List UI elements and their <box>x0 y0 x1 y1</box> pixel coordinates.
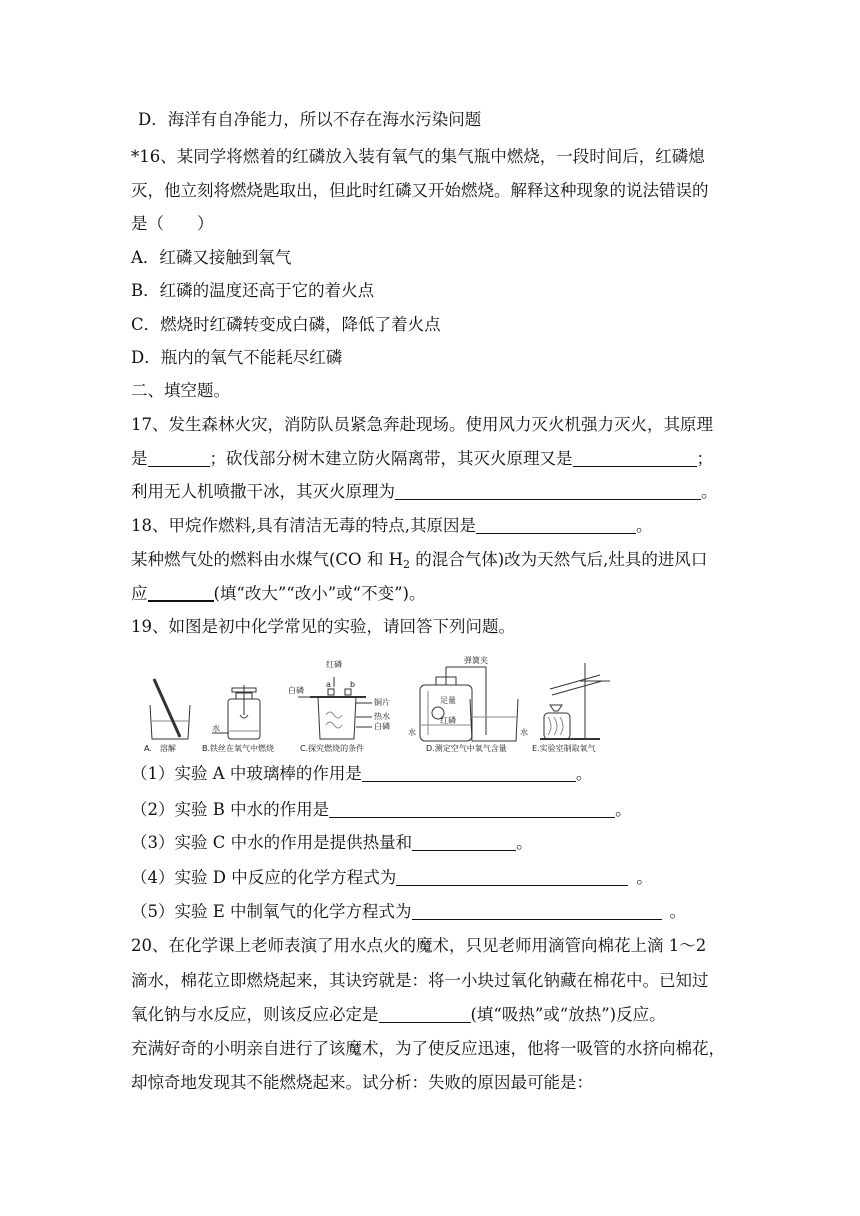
q20-blank-1[interactable] <box>379 1006 471 1023</box>
q19-blank-4[interactable] <box>396 869 628 886</box>
q18-stem-line2 <box>131 550 707 575</box>
q16-stem-line2: 灭，他立刻将燃烧匙取出，但此时红磷又开始燃烧。解释这种现象的说法错误的 <box>131 181 709 200</box>
q17-stem-line1: 17、发生森林火灾，消防队员紧急奔赴现场。使用风力灭火机强力灭火，其原理 <box>131 415 713 434</box>
experiment-d-apparatus <box>420 667 518 741</box>
label-shui-d-left: 水 <box>408 728 416 737</box>
q19-stem: 19、如图是初中化学常见的实验，请回答下列问题。 <box>131 617 515 636</box>
q17-stem-line3 <box>131 482 718 502</box>
experiment-e-apparatus <box>540 663 610 739</box>
q16-option-c: C．燃烧时红磷转变成白磷，降低了着火点 <box>131 315 441 334</box>
q20-stem-line4: 充满好奇的小明亲自进行了该魔术，为了使反应迅速，他将一吸管的水挤向棉花， <box>131 1039 725 1058</box>
label-shui-d-right: 水 <box>520 728 528 737</box>
q19-blank-1[interactable] <box>362 765 576 782</box>
label-b: b <box>350 680 356 689</box>
q19-sub-text: （2）实验 B 中水的作用是 <box>131 800 330 819</box>
q19-blank-2[interactable] <box>329 801 615 818</box>
label-bailing: 白磷 <box>374 722 390 731</box>
q17-blank-1[interactable] <box>148 450 210 467</box>
q20-text: (填“吸热”或“放热”)反应。 <box>470 1005 666 1024</box>
q18-text: 的混合气体)改为天然气后,灶具的进风口 <box>409 550 708 569</box>
q18-blank-2[interactable] <box>148 584 214 602</box>
q17-text: ； <box>696 449 713 468</box>
q19-sub-end: 。 <box>575 764 593 783</box>
q18-text: (填“改大”“改小”或“不变”)。 <box>213 584 426 603</box>
q16-option-a: A．红磷又接触到氧气 <box>131 248 292 267</box>
q19-sub-end: 。 <box>615 800 632 819</box>
label-zuliang: 足量 <box>440 696 456 705</box>
label-tanhuangjia: 弹簧夹 <box>464 656 488 665</box>
q18-subscript: 2 <box>402 558 410 571</box>
q17-blank-3[interactable] <box>395 483 701 500</box>
section-heading: 二、填空题。 <box>131 381 230 400</box>
caption-b: B.铁丝在氧气中燃烧 <box>202 744 275 753</box>
q19-sub-end: 。 <box>636 868 653 887</box>
q16-option-b: B．红磷的温度还高于它的着火点 <box>131 281 375 300</box>
q19-sub5 <box>131 902 686 922</box>
q16-stem-line1: *16、某同学将燃着的红磷放入装有氧气的集气瓶中燃烧，一段时间后，红磷熄 <box>131 147 705 166</box>
q19-sub-end: 。 <box>516 833 533 852</box>
q18-blank-1[interactable] <box>476 517 636 534</box>
q19-sub2 <box>131 800 632 820</box>
q18-text: 18、甲烷作燃料,具有清洁无毒的特点,其原因是 <box>131 516 476 535</box>
q19-sub-text: （4）实验 D 中反应的化学方程式为 <box>131 868 397 887</box>
q19-blank-3[interactable] <box>412 834 516 851</box>
q18-text: 。 <box>636 516 653 535</box>
caption-c: C.探究燃烧的条件 <box>300 744 365 753</box>
q17-text: 利用无人机喷撒干冰，其灭火原理为 <box>131 482 395 501</box>
q19-sub-end: 。 <box>669 902 687 921</box>
q16-option-d: D．瓶内的氧气不能耗尽红磷 <box>131 348 343 367</box>
experiment-figure <box>140 655 620 755</box>
q17-stem-line2 <box>131 449 713 469</box>
q17-blank-2[interactable] <box>573 450 697 467</box>
q19-sub3 <box>131 833 533 853</box>
q19-sub-text: （1）实验 A 中玻璃棒的作用是 <box>131 764 362 783</box>
experiment-a-beaker <box>150 679 190 739</box>
label-hongling: 红磷 <box>326 660 342 669</box>
caption-a: A. 溶解 <box>144 744 176 753</box>
q17-text: ；砍伐部分树木建立防火隔离带，其灭火原理又是 <box>209 449 573 468</box>
q17-text: 是 <box>131 449 148 468</box>
experiment-c-beaker <box>298 677 372 739</box>
q15-option-d: D．海洋有自净能力，所以不存在海水污染问题 <box>138 110 482 129</box>
q20-stem-line5: 却惊奇地发现其不能燃烧起来。试分析：失败的原因最可能是： <box>131 1073 593 1092</box>
q17-text: 。 <box>701 482 718 501</box>
q20-stem-line1: 20、在化学课上老师表演了用水点火的魔术，只见老师用滴管向棉花上滴 1～2 <box>131 936 707 955</box>
caption-e: E.实验室制取氧气 <box>532 744 596 753</box>
label-a: a <box>326 680 331 689</box>
q19-sub-text: （5）实验 E 中制氧气的化学方程式为 <box>131 902 412 921</box>
q18-text: 应 <box>131 584 148 603</box>
q20-stem-line2: 滴水，棉花立即燃烧起来，其诀窍就是：将一小块过氧化钠藏在棉花中。已知过 <box>131 971 709 990</box>
q19-blank-5[interactable] <box>412 903 662 920</box>
caption-d: D.测定空气中氧气含量 <box>426 744 507 753</box>
q16-stem-line3: 是（ ） <box>131 214 214 233</box>
q19-sub4 <box>131 868 653 888</box>
label-bailing-left: 白磷 <box>288 686 304 695</box>
q19-sub1 <box>131 764 592 784</box>
q18-stem-line1 <box>131 516 653 536</box>
q18-text: 某种燃气处的燃料由水煤气(CO 和 H <box>131 550 403 569</box>
label-reshui: 热水 <box>374 712 390 721</box>
q20-text: 氧化钠与水反应，则该反应必定是 <box>131 1005 379 1024</box>
q18-stem-line3 <box>131 584 426 604</box>
label-hongling-d: 红磷 <box>440 716 456 725</box>
label-shui-b: 水 <box>212 724 220 733</box>
label-tongpian: 铜片 <box>374 698 390 707</box>
q19-sub-text: （3）实验 C 中水的作用是提供热量和 <box>131 833 413 852</box>
q20-stem-line3 <box>131 1005 666 1025</box>
